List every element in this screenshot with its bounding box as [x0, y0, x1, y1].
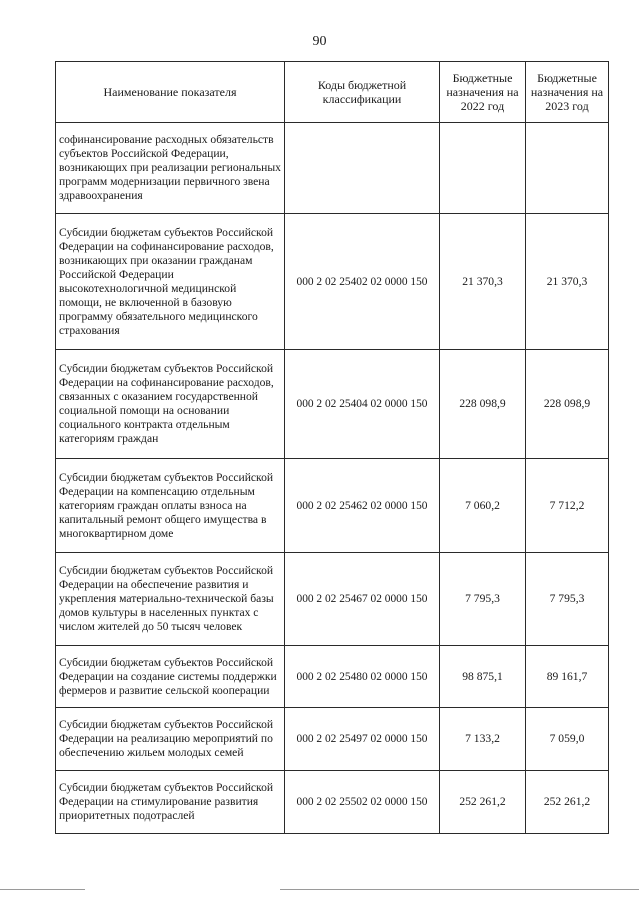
indicator-name-cell: Субсидии бюджетам субъектов Российской Федерации на софинансирование расходов, связанных с оказанием государственной социальной помощи на основании социального контракта отдельным категориям граждан [56, 350, 285, 459]
budget-code-cell: 000 2 02 25404 02 0000 150 [285, 350, 440, 459]
amount-2022-cell: 252 261,2 [440, 771, 526, 834]
amount-2023-cell: 89 161,7 [526, 646, 609, 708]
indicator-name-cell: Субсидии бюджетам субъектов Российской Федерации на стимулирование развития приоритетных подотраслей [56, 771, 285, 834]
header-indicator-name: Наименование показателя [56, 62, 285, 123]
budget-code-cell [285, 123, 440, 214]
amount-2023-cell: 252 261,2 [526, 771, 609, 834]
amount-2023-cell [526, 123, 609, 214]
header-budget-codes: Коды бюджетной классификации [285, 62, 440, 123]
table-header-row [56, 62, 609, 123]
header-budget-2023: Бюджетные назначения на 2023 год [526, 62, 609, 123]
footer-divider [280, 889, 639, 890]
budget-code-cell: 000 2 02 25480 02 0000 150 [285, 646, 440, 708]
amount-2022-cell: 7 060,2 [440, 459, 526, 553]
amount-2022-cell: 7 133,2 [440, 708, 526, 771]
page-number: 90 [312, 34, 327, 49]
table-row [56, 646, 609, 708]
table-row [56, 771, 609, 834]
budget-code-cell: 000 2 02 25467 02 0000 150 [285, 553, 440, 646]
budget-code-cell: 000 2 02 25497 02 0000 150 [285, 708, 440, 771]
budget-table [55, 61, 609, 834]
indicator-name-cell: Субсидии бюджетам субъектов Российской Федерации на обеспечение развития и укрепления материально-технической базы домов культуры в населенных пунктах с числом жителей до 50 тысяч человек [56, 553, 285, 646]
amount-2023-cell: 7 795,3 [526, 553, 609, 646]
indicator-name-cell: Субсидии бюджетам субъектов Российской Федерации на компенсацию отдельным категориям граждан оплаты взноса на капитальный ремонт общего имущества в многоквартирном доме [56, 459, 285, 553]
indicator-name-cell: софинансирование расходных обязательств субъектов Российской Федерации, возникающих при реализации региональных программ модернизации первичного звена здравоохранения [56, 123, 285, 214]
amount-2022-cell: 7 795,3 [440, 553, 526, 646]
table-row [56, 459, 609, 553]
budget-code-cell: 000 2 02 25402 02 0000 150 [285, 214, 440, 350]
amount-2023-cell: 21 370,3 [526, 214, 609, 350]
budget-code-cell: 000 2 02 25502 02 0000 150 [285, 771, 440, 834]
amount-2023-cell: 7 059,0 [526, 708, 609, 771]
table-row [56, 123, 609, 214]
table-row [56, 553, 609, 646]
table-row [56, 214, 609, 350]
indicator-name-cell: Субсидии бюджетам субъектов Российской Федерации на софинансирование расходов, возникающих при оказании гражданам Российской Федерации высокотехнологичной медицинской помощи, не включенной в базовую программу обязательного медицинского страхования [56, 214, 285, 350]
budget-code-cell: 000 2 02 25462 02 0000 150 [285, 459, 440, 553]
amount-2023-cell: 7 712,2 [526, 459, 609, 553]
amount-2022-cell [440, 123, 526, 214]
amount-2022-cell: 228 098,9 [440, 350, 526, 459]
indicator-name-cell: Субсидии бюджетам субъектов Российской Федерации на реализацию мероприятий по обеспечению жильем молодых семей [56, 708, 285, 771]
footer-divider [0, 889, 85, 890]
amount-2022-cell: 98 875,1 [440, 646, 526, 708]
table-row [56, 708, 609, 771]
header-budget-2022: Бюджетные назначения на 2022 год [440, 62, 526, 123]
table-row [56, 350, 609, 459]
amount-2022-cell: 21 370,3 [440, 214, 526, 350]
amount-2023-cell: 228 098,9 [526, 350, 609, 459]
indicator-name-cell: Субсидии бюджетам субъектов Российской Федерации на создание системы поддержки фермеров и развитие сельской кооперации [56, 646, 285, 708]
